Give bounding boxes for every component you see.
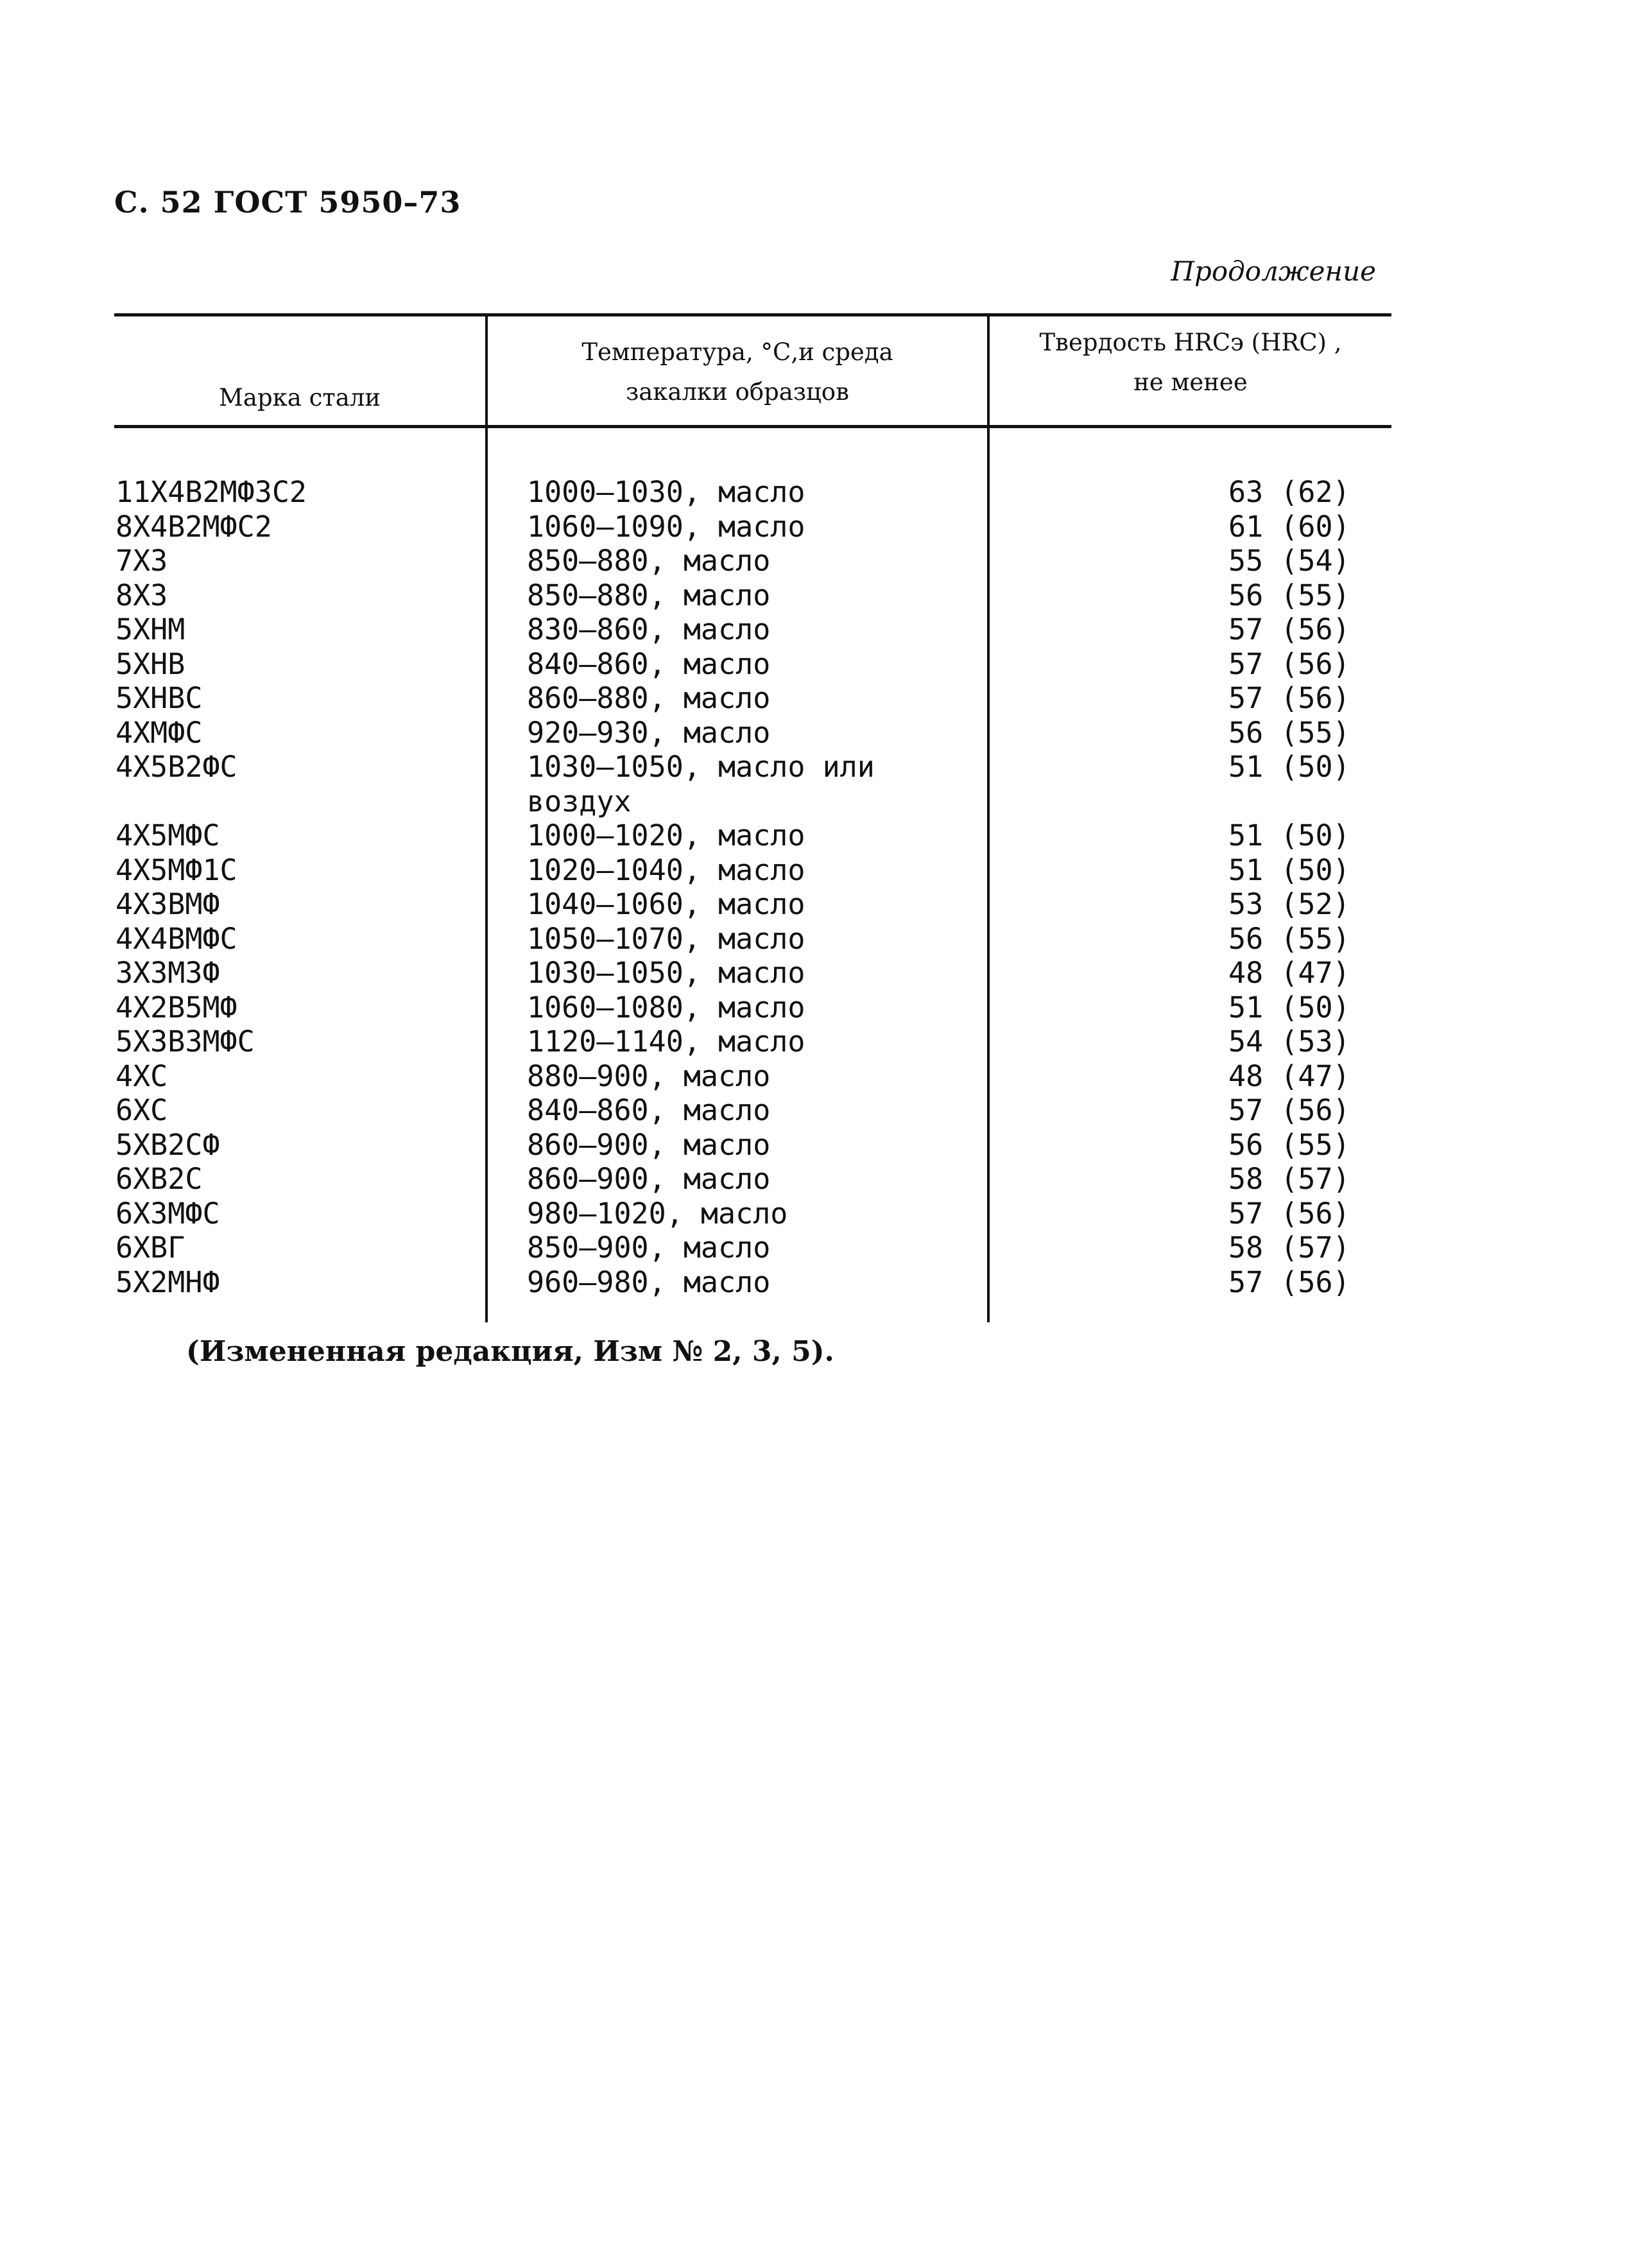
cell-temperature: 840—860, масло — [527, 1093, 771, 1127]
table-row — [114, 1093, 1391, 1128]
table-row — [114, 784, 1391, 819]
cell-temperature: 960—980, масло — [527, 1265, 771, 1299]
revision-note: (Измененная редакция, Изм № 2, 3, 5). — [186, 1335, 834, 1368]
table-row — [114, 750, 1391, 784]
cell-temperature: 1030—1050, масло или — [527, 750, 875, 784]
cell-grade: 5ХНВ — [116, 646, 185, 681]
cell-temperature: 1000—1020, масло — [527, 818, 805, 852]
table-row — [114, 1197, 1391, 1231]
cell-hardness: 55 (54) — [1228, 544, 1350, 578]
cell-temperature: 880—900, масло — [527, 1059, 771, 1093]
table-row — [114, 612, 1391, 647]
page-header: С. 52 ГОСТ 5950–73 — [114, 185, 461, 220]
table-row — [114, 1059, 1391, 1094]
cell-temperature: 1060—1080, масло — [527, 990, 805, 1025]
table-body — [114, 475, 1391, 1299]
cell-hardness: 51 (50) — [1228, 818, 1350, 852]
cell-grade: 6ХВ2С — [116, 1162, 203, 1196]
cell-hardness: 57 (56) — [1228, 1196, 1350, 1231]
table-row — [114, 1162, 1391, 1197]
column-header-grade: Марка стали — [219, 384, 381, 411]
cell-temperature: 860—900, масло — [527, 1127, 771, 1162]
cell-grade: 4ХМФС — [116, 715, 203, 750]
cell-grade: 4Х3ВМФ — [116, 887, 220, 921]
table-row — [114, 922, 1391, 956]
table-row — [114, 647, 1391, 682]
cell-temperature: 860—880, масло — [527, 681, 771, 715]
cell-grade: 8Х3 — [116, 578, 168, 612]
cell-hardness: 56 (55) — [1228, 578, 1350, 612]
cell-grade: 4Х5МФ1С — [116, 852, 237, 887]
table-row — [114, 716, 1391, 750]
cell-grade: 5Х2МНФ — [116, 1265, 220, 1299]
cell-grade: 5ХВ2СФ — [116, 1127, 220, 1162]
cell-temperature: 920—930, масло — [527, 715, 771, 750]
cell-temperature: 830—860, масло — [527, 612, 771, 646]
cell-temperature: 1120—1140, масло — [527, 1025, 805, 1059]
cell-grade: 11Х4В2МФ3С2 — [116, 475, 307, 509]
cell-temperature: 1050—1070, масло — [527, 921, 805, 956]
steel-hardness-table — [114, 313, 1391, 1322]
table-header-rule — [114, 425, 1391, 428]
cell-hardness: 58 (57) — [1228, 1231, 1350, 1265]
cell-temperature: 850—880, масло — [527, 578, 771, 612]
cell-hardness — [987, 784, 1391, 819]
table-row — [114, 1265, 1391, 1300]
cell-hardness: 58 (57) — [1228, 1162, 1350, 1196]
cell-grade: 4Х5МФС — [116, 818, 220, 852]
cell-grade: 5ХНМ — [116, 612, 185, 646]
cell-temperature: 850—880, масло — [527, 544, 771, 578]
cell-grade: 4Х2В5МФ — [116, 990, 237, 1025]
cell-hardness: 57 (56) — [1228, 646, 1350, 681]
table-row — [114, 853, 1391, 888]
table-row — [114, 990, 1391, 1025]
cell-grade: 8Х4В2МФС2 — [116, 509, 272, 544]
cell-temperature: 1030—1050, масло — [527, 956, 805, 990]
cell-hardness: 57 (56) — [1228, 1093, 1350, 1127]
continuation-label: Продолжение — [1171, 255, 1376, 287]
cell-hardness: 48 (47) — [1228, 956, 1350, 990]
cell-temperature: 1040—1060, масло — [527, 887, 805, 921]
cell-temperature: 1060—1090, масло — [527, 509, 805, 544]
cell-temperature: 850—900, масло — [527, 1231, 771, 1265]
cell-temperature: 840—860, масло — [527, 646, 771, 681]
cell-grade: 6ХС — [116, 1093, 168, 1127]
cell-grade: 4ХС — [116, 1059, 168, 1093]
cell-hardness: 51 (50) — [1228, 750, 1350, 784]
cell-hardness: 61 (60) — [1228, 509, 1350, 544]
table-row — [114, 681, 1391, 716]
cell-hardness: 51 (50) — [1228, 990, 1350, 1025]
cell-hardness: 56 (55) — [1228, 921, 1350, 956]
cell-temperature: 860—900, масло — [527, 1162, 771, 1196]
table-row — [114, 956, 1391, 990]
column-header-hardness: Твердость HRCэ (HRC) , не менее — [1039, 329, 1342, 396]
cell-hardness: 51 (50) — [1228, 852, 1350, 887]
column-header-temperature: Температура, °С,и среда закалки образцов — [581, 338, 893, 406]
cell-temperature: 1000—1030, масло — [527, 475, 805, 509]
cell-grade: 7Х3 — [116, 544, 168, 578]
cell-grade: 4Х4ВМФС — [116, 921, 237, 956]
cell-grade: 3Х3М3Ф — [116, 956, 220, 990]
table-row — [114, 544, 1391, 578]
cell-hardness: 57 (56) — [1228, 612, 1350, 646]
cell-hardness: 53 (52) — [1228, 887, 1350, 921]
cell-grade: 4Х5В2ФС — [116, 750, 237, 784]
cell-grade: 6Х3МФС — [116, 1196, 220, 1231]
table-row — [114, 887, 1391, 922]
table-row — [114, 1231, 1391, 1265]
cell-temperature: 980—1020, масло — [527, 1196, 788, 1231]
cell-hardness: 56 (55) — [1228, 1127, 1350, 1162]
cell-grade: 6ХВГ — [116, 1231, 185, 1265]
cell-hardness: 56 (55) — [1228, 715, 1350, 750]
table-row — [114, 1128, 1391, 1163]
cell-hardness: 54 (53) — [1228, 1025, 1350, 1059]
cell-hardness: 57 (56) — [1228, 681, 1350, 715]
cell-hardness: 48 (47) — [1228, 1059, 1350, 1093]
table-row — [114, 818, 1391, 853]
cell-grade: 5ХНВС — [116, 681, 203, 715]
table-row — [114, 578, 1391, 613]
cell-temperature: воздух — [527, 784, 632, 818]
cell-hardness: 57 (56) — [1228, 1265, 1350, 1299]
table-row — [114, 1025, 1391, 1059]
cell-grade: 5Х3В3МФС — [116, 1025, 255, 1059]
table-row — [114, 475, 1391, 510]
table-row — [114, 510, 1391, 544]
cell-hardness: 63 (62) — [1228, 475, 1350, 509]
cell-temperature: 1020—1040, масло — [527, 852, 805, 887]
